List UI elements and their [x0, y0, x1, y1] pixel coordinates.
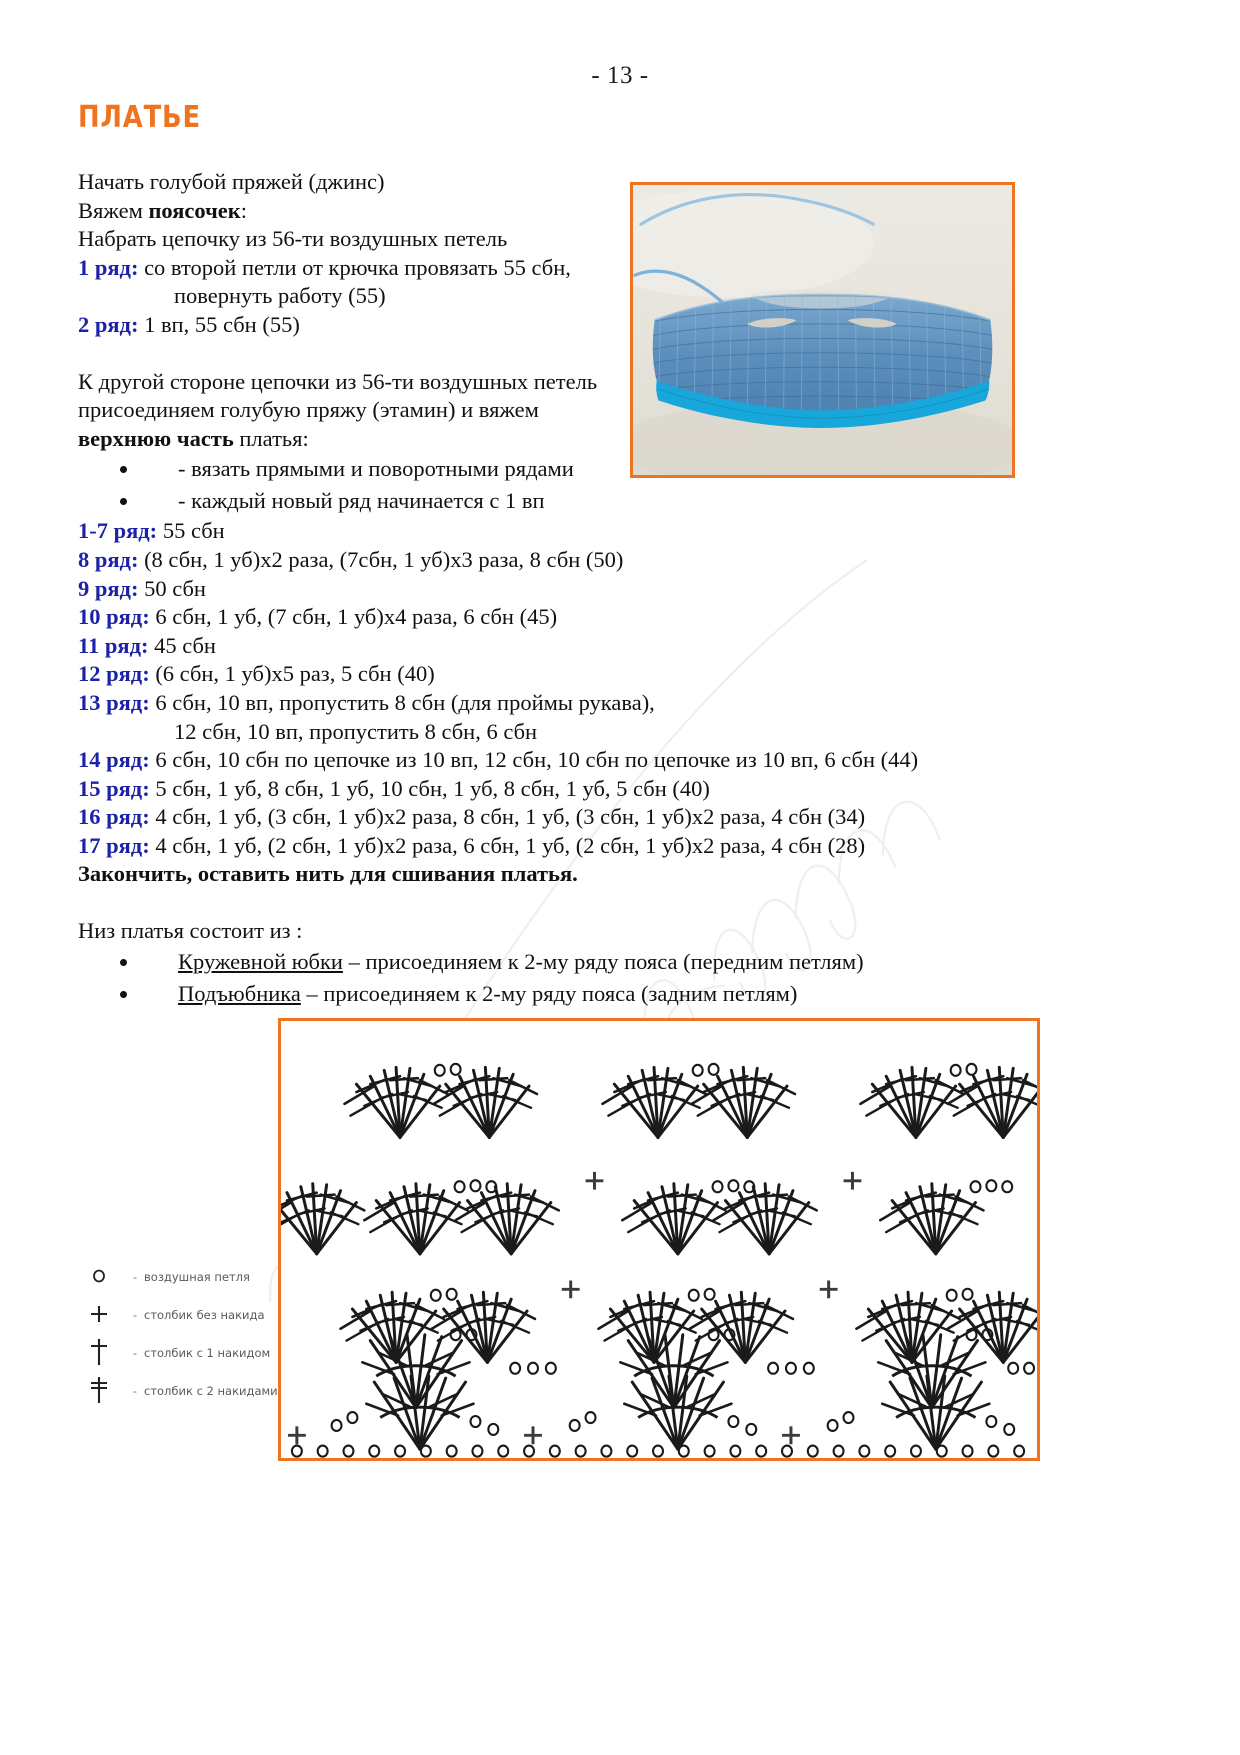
row-line [78, 803, 978, 832]
row-text: 4 сбн, 1 уб, (2 сбн, 1 уб)х2 раза, 6 сбн, 1 уб, (2 сбн, 1 уб)х2 раза, 4 сбн (28) [149, 832, 866, 858]
row-instructions [78, 517, 978, 860]
chain-stitch-icon [72, 1266, 126, 1289]
row-label: 10 ряд: [78, 604, 150, 630]
row-label: 1 ряд: [78, 254, 139, 280]
double-crochet-icon [72, 1337, 126, 1370]
legend-label: столбик с 1 накидом [144, 1346, 271, 1360]
intro-line-2-bold: поясочек [148, 197, 241, 223]
row-line-continuation: 12 сбн, 10 вп, пропустить 8 сбн, 6 сбн [174, 718, 538, 744]
legend-dash: - [132, 1308, 138, 1322]
middle-line-3-rest: платья: [233, 425, 309, 451]
list-item: - каждый новый ряд начинается с 1 вп [78, 485, 978, 517]
row-line [78, 832, 978, 861]
row-line [78, 632, 978, 661]
row-text: 6 сбн, 10 сбн по цепочке из 10 вп, 12 сбн, 10 сбн по цепочке из 10 вп, 6 сбн (44) [149, 747, 919, 773]
row-label: 15 ряд: [78, 775, 150, 801]
bottom-section-intro: Низ платья состоит из : [78, 918, 303, 944]
row-text: 1 вп, 55 сбн (55) [138, 311, 300, 337]
legend-row [72, 1258, 312, 1296]
middle-line-3-bold: верхнюю часть [78, 425, 234, 451]
row-text: со второй петли от крючка провязать 55 сбн, [138, 254, 571, 280]
page-title: ПЛАТЬЕ [78, 100, 202, 135]
intro-line-1: Начать голубой пряжей (джинс) [78, 169, 385, 194]
intro-line-2 [78, 197, 638, 226]
row-line [78, 517, 978, 546]
intro-row-1 [78, 254, 638, 283]
intro-block [78, 168, 638, 453]
row-text: 6 сбн, 10 вп, пропустить 8 сбн (для проймы рукава), [149, 689, 655, 715]
row-label: 16 ряд: [78, 804, 150, 830]
row-line [78, 660, 978, 689]
list-item-underlined: Кружевной юбки [178, 948, 343, 974]
row-text: 6 сбн, 1 уб, (7 сбн, 1 уб)х4 раза, 6 сбн (45) [149, 604, 558, 630]
treble-crochet-icon [72, 1375, 126, 1408]
legend-label: столбик с 2 накидами [144, 1384, 278, 1398]
middle-line-2: присоединяем голубую пряжу (этамин) и вяжем [78, 397, 539, 423]
row-line [78, 689, 978, 718]
intro-row-2 [78, 311, 638, 340]
row-text: 50 сбн [138, 575, 206, 601]
instructions-body [78, 168, 978, 1010]
list-item-rest: – присоединяем к 2-му ряду пояса (задним петлям) [300, 980, 798, 1006]
list-item-underlined: Подъюбника [178, 980, 301, 1006]
middle-line-3 [78, 425, 638, 454]
row-label: 12 ряд: [78, 661, 150, 687]
row-text: 4 сбн, 1 уб, (3 сбн, 1 уб)х2 раза, 8 сбн, 1 уб, (3 сбн, 1 уб)х2 раза, 4 сбн (34) [149, 804, 866, 830]
legend-label: воздушная петля [144, 1270, 250, 1284]
middle-line-1: К другой стороне цепочки из 56-ти воздушных петель [78, 368, 598, 394]
row-text: (8 сбн, 1 уб)х2 раза, (7сбн, 1 уб)х3 раза, 8 сбн (50) [138, 546, 624, 572]
row-line [78, 546, 978, 575]
row-text: 55 сбн [157, 518, 225, 544]
legend-row [72, 1296, 312, 1334]
row-label: 2 ряд: [78, 311, 139, 337]
list-item-rest: – присоединяем к 2-му ряду пояса (передним петлям) [342, 948, 864, 974]
upper-part-bullets [78, 453, 978, 517]
legend-label: столбик без накида [144, 1308, 265, 1322]
row-line [78, 575, 978, 604]
list-item [78, 946, 978, 978]
row-label: 9 ряд: [78, 575, 139, 601]
legend-row [72, 1372, 312, 1410]
intro-row-1-continuation: повернуть работу (55) [174, 283, 386, 309]
intro-line-2-prefix: Вяжем [78, 197, 149, 223]
finish-note [78, 860, 978, 889]
list-item: - вязать прямыми и поворотными рядами [78, 453, 978, 485]
row-text: (6 сбн, 1 уб)х5 раз, 5 сбн (40) [149, 661, 435, 687]
row-label: 14 ряд: [78, 747, 150, 773]
legend-dash: - [132, 1346, 138, 1360]
row-line [78, 603, 978, 632]
row-line [78, 746, 978, 775]
row-label: 17 ряд: [78, 832, 150, 858]
legend-dash: - [132, 1270, 138, 1284]
list-item [78, 978, 978, 1010]
page-number: - 13 - [591, 62, 649, 89]
finish-note-text: Закончить, оставить нить для сшивания платья. [78, 861, 578, 887]
row-text: 5 сбн, 1 уб, 8 сбн, 1 уб, 10 сбн, 1 уб, 8 сбн, 1 уб, 5 сбн (40) [149, 775, 710, 801]
row-text: 45 сбн [148, 632, 216, 658]
row-label: 13 ряд: [78, 689, 150, 715]
intro-line-3: Набрать цепочку из 56-ти воздушных петель [78, 226, 508, 252]
lace-skirt-diagram [278, 1018, 1040, 1461]
legend-dash: - [132, 1384, 138, 1398]
stitch-legend [72, 1258, 312, 1410]
legend-row [72, 1334, 312, 1372]
intro-line-2-suffix: : [240, 197, 247, 223]
bottom-section-list [78, 946, 978, 1010]
single-crochet-icon [72, 1303, 126, 1328]
row-line [78, 775, 978, 804]
row-label: 11 ряд: [78, 632, 149, 658]
row-label: 8 ряд: [78, 546, 139, 572]
row-label: 1-7 ряд: [78, 518, 158, 544]
